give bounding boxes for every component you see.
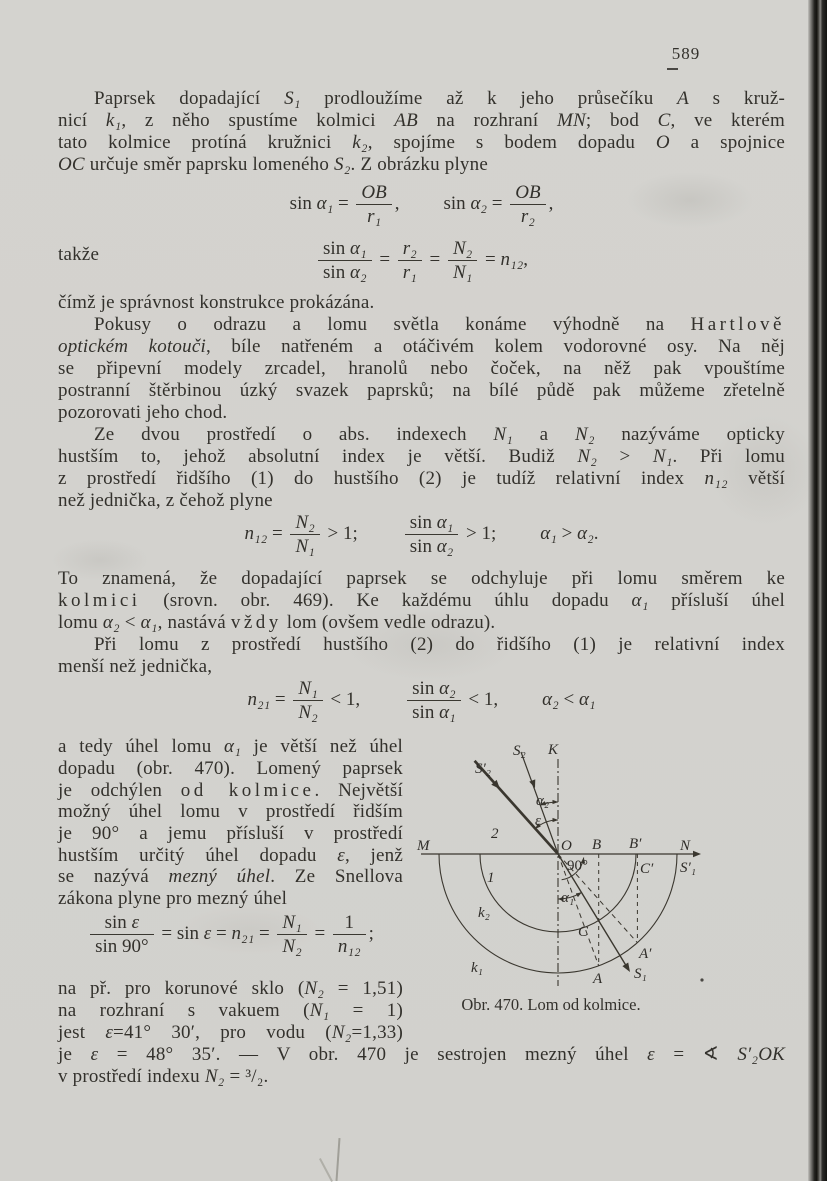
figure-label: 1 [487, 870, 495, 886]
text-line: je ε = 48° 35′. — V obr. 470 je sestrojen mezný úhel ε = ∢ S′₂OK [58, 1044, 785, 1065]
figure-diagram [415, 725, 715, 995]
text-line: je 90° a jemu přísluší v prostředí [58, 823, 403, 844]
text-line: menší než jednička, [58, 656, 213, 677]
figure-label: S₂ [513, 743, 526, 759]
figure-label: O [561, 838, 572, 854]
formula-snell-ratio: $\frac{\text{sin α₁}}{\text{sin α₂}}$ = $\frac{\text{r₂}}{\text{r₁}}$ = $\frac{\text{N₂}}{\text{N₁}}$ = n₁₂, [58, 238, 785, 283]
page-number: 589 [671, 44, 701, 63]
text-line: hustším určitý úhel dopadu ε, jenž [58, 845, 403, 866]
figure-label: 90° [567, 858, 588, 874]
figure-label: N [680, 838, 691, 854]
text-line: lomu α₂ < α₁, nastává vždy lom (ovšem vedle odrazu). [58, 612, 496, 633]
text-line: To znamená, že dopadající paprsek se odchyluje při lomu směrem ke [58, 568, 785, 589]
formula-index-greater: n₁₂ = $\frac{\text{N₂}}{\text{N₁}}$ > 1; $\frac{\text{sin α₁}}{\text{sin α₂}}$ > 1; α₁ > α₂. [244, 512, 599, 557]
text-line: postranní štěrbinou úzký svazek paprsků; na bílé půdě pak můžeme zřetelně [58, 380, 785, 401]
pen-mark [336, 1138, 341, 1181]
text-line: v prostředí indexu N₂ = ³/₂. [58, 1066, 269, 1087]
text-line: kolmici (srovn. obr. 469). Ke každému úhlu dopadu α₁ přísluší úhel [58, 590, 786, 611]
page-number-rule [667, 68, 678, 70]
text-line: optickém kotouči, bíle natřeném a otáčivém kolem vodorovné osy. Na něj [58, 336, 785, 357]
text-line: je odchýlen od kolmice. Největší [58, 780, 403, 801]
figure-label: k₂ [478, 905, 490, 921]
text-line: nicí k₁, z něho spustíme kolmici AB na rozhraní MN; bod C, ve kterém [58, 110, 785, 131]
formula-index-smaller: n₂₁ = $\frac{\text{N₁}}{\text{N₂}}$ < 1, $\frac{\text{sin α₂}}{\text{sin α₁}}$ < 1, α₂ < α₁ [247, 678, 596, 723]
figure-label: A [593, 971, 603, 987]
pen-mark [319, 1158, 333, 1182]
text-line: pozorovati jeho chod. [58, 402, 228, 423]
text-line: na rozhraní s vakuem (N₁ = 1) [58, 1000, 404, 1021]
figure-label: ε [535, 813, 541, 829]
figure-label: S₁ [634, 966, 647, 982]
text-line: Pokusy o odrazu a lomu světla konáme výhodně na Hartlově [94, 314, 785, 335]
text-line: a tedy úhel lomu α₁ je větší než úhel [58, 736, 403, 757]
figure-label: S′₁ [680, 860, 696, 876]
text-line: OC určuje směr paprsku lomeného S₂. Z obrázku plyne [58, 154, 488, 175]
formula-critical-angle: $\frac{\text{sin ε}}{\sin 90^\circ}$ = sin ε = n₂₁ = $\frac{\text{N₁}}{\text{N₂}}$ = $\frac{1}{\text{n₁₂}}$ ; [58, 912, 403, 957]
figure-label: 2 [491, 826, 499, 842]
interface-arrowhead [693, 851, 701, 857]
text-line: se nazývá mezný úhel. Ze Snellova [58, 866, 403, 887]
text-line: čímž je správnost konstrukce prokázána. [58, 292, 375, 313]
page-edge-shadow [808, 0, 827, 1181]
text-line: než jednička, z čehož plyne [58, 490, 273, 511]
figure-label: C′ [640, 861, 654, 877]
formula-sines: sin α₁ = $\frac{OB}{\text{r₁}}$ , sin α₂ = $\frac{OB}{\text{r₂}}$ , [289, 182, 554, 227]
figure-label: α₁ [561, 890, 575, 906]
text-line: Při lomu z prostředí hustšího (2) do řidšího (1) je relativní index [94, 634, 785, 655]
text-line: Paprsek dopadající S₁ prodloužíme až k jeho průsečíku A s kruž- [94, 88, 786, 109]
text-line: dopadu (obr. 470). Lomený paprsek [58, 758, 403, 779]
s1-arrowhead [622, 963, 632, 974]
text-line: zákona plyne pro mezný úhel [58, 888, 288, 909]
text-line: z prostředí řidšího (1) do hustšího (2) je tudíž relativní index n₁₂ větší [58, 468, 785, 489]
text-line: se připevní modely zrcadel, hranolů nebo čoček, na něž pak vpouštíme [58, 358, 785, 379]
ink-dot [700, 978, 703, 981]
figure-label: C [578, 924, 589, 940]
figure-label: K [548, 742, 559, 758]
text-line: možný úhel lomu v prostředí řidším [58, 801, 403, 822]
text-line: Ze dvou prostředí o abs. indexech N₁ a N₂ nazýváme opticky [94, 424, 785, 445]
text-line: na př. pro korunové sklo (N₂ = 1,51) [58, 978, 403, 999]
figure-label: S′₂ [475, 761, 491, 777]
figure-label: B′ [629, 836, 642, 852]
text-line: jest ε=41° 30′, pro vodu (N₂=1,33) [58, 1022, 403, 1043]
text-line: takže [58, 244, 100, 265]
text-line: hustším to, jehož absolutní index je větší. Budiž N₂ > N₁. Při lomu [58, 446, 785, 467]
figure-label: M [417, 838, 430, 854]
figure-label: k₁ [471, 960, 483, 976]
figure-label: A′ [639, 946, 652, 962]
figure-caption: Obr. 470. Lom od kolmice. [461, 995, 641, 1014]
text-line: tato kolmice protíná kružnici k₂, spojíme s bodem dopadu O a spojnice [58, 132, 786, 153]
figure-label: B [592, 837, 602, 853]
figure-label: α₂ [536, 793, 550, 809]
